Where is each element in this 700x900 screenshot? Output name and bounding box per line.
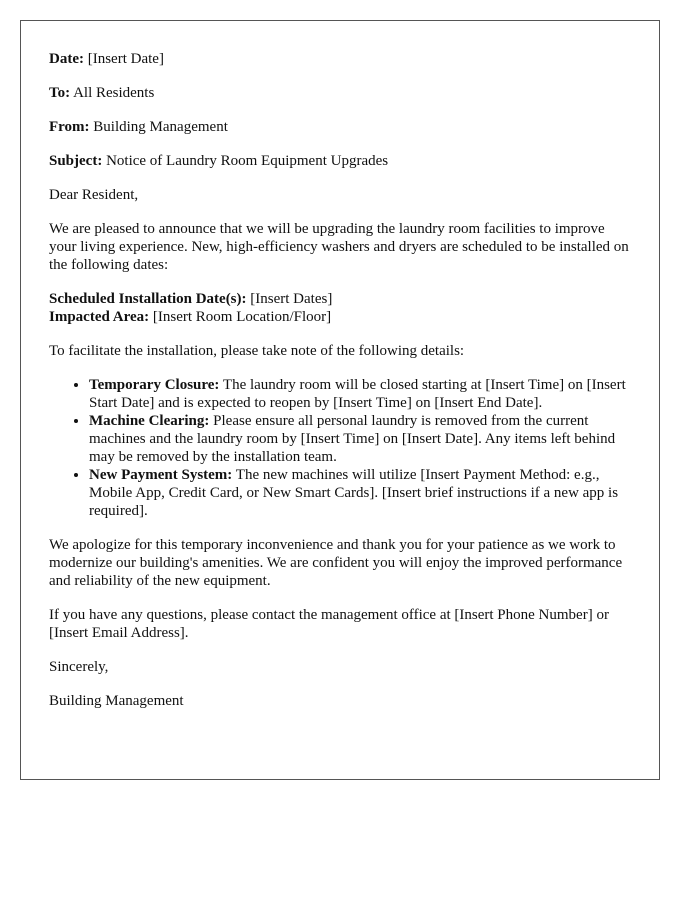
- to-label: To:: [49, 85, 71, 101]
- to-line: [49, 84, 631, 102]
- greeting: Dear Resident,: [49, 187, 139, 203]
- detail-label: New Payment System:: [89, 467, 233, 483]
- list-item-new-payment-system: [89, 466, 631, 520]
- impacted-area-line: [49, 308, 631, 326]
- list-item-temporary-closure: [89, 376, 631, 412]
- subject-value: Notice of Laundry Room Equipment Upgrades: [106, 153, 389, 169]
- detail-text: The new machines will utilize [Insert Payment Method: e.g., Mobile App, Credit Card, or New Smart Cards]. [Insert brief instructions if a new app is required].: [89, 467, 619, 519]
- date-line: [49, 50, 631, 68]
- installation-dates-line: [49, 290, 631, 308]
- from-value: Building Management: [93, 119, 228, 135]
- subject-label: Subject:: [49, 153, 103, 169]
- detail-label: Machine Clearing:: [89, 413, 210, 429]
- schedule-block: [49, 290, 631, 326]
- details-intro: To facilitate the installation, please take note of the following details:: [49, 343, 465, 359]
- detail-label: Temporary Closure:: [89, 377, 220, 393]
- installation-dates-value: [Insert Dates]: [250, 291, 333, 307]
- detail-text: Please ensure all personal laundry is removed from the current machines and the laundry room by [Insert Time] on [Insert Date]. Any items left behind may be removed by the installation team.: [89, 413, 616, 465]
- detail-text: The laundry room will be closed starting at [Insert Time] on [Insert Start Date] and is expected to reopen by [Insert Time] on [Insert End Date].: [89, 377, 626, 411]
- installation-dates-label: Scheduled Installation Date(s):: [49, 291, 247, 307]
- letter-document: [20, 20, 660, 780]
- signoff: Sincerely,: [49, 659, 109, 675]
- apology-paragraph: We apologize for this temporary inconvenience and thank you for your patience as we work to modernize our building's amenities. We are confident you will enjoy the improved performance and reliability of the new equipment.: [49, 537, 623, 589]
- to-value: All Residents: [73, 85, 155, 101]
- contact-paragraph: If you have any questions, please contact the management office at [Insert Phone Number] or [Insert Email Address].: [49, 607, 609, 641]
- date-value: [Insert Date]: [87, 51, 164, 67]
- from-label: From:: [49, 119, 90, 135]
- signature: Building Management: [49, 693, 184, 709]
- date-label: Date:: [49, 51, 84, 67]
- from-line: [49, 118, 631, 136]
- impacted-area-value: [Insert Room Location/Floor]: [152, 309, 332, 325]
- intro-paragraph: We are pleased to announce that we will be upgrading the laundry room facilities to improve your living experience. New, high-efficiency washers and dryers are scheduled to be installed on the following dates:: [49, 221, 629, 273]
- list-item-machine-clearing: [89, 412, 631, 466]
- details-list: [49, 376, 631, 520]
- subject-line: [49, 152, 631, 170]
- impacted-area-label: Impacted Area:: [49, 309, 150, 325]
